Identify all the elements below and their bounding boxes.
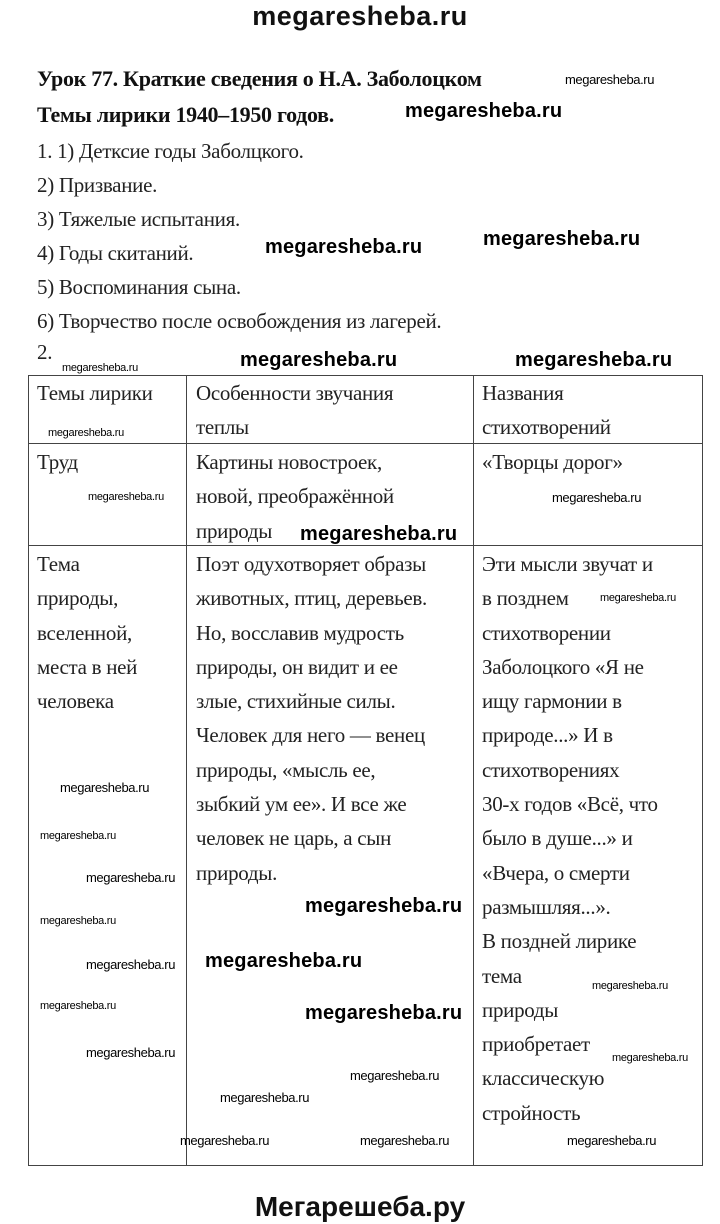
watermark: megaresheba.ru [180,1133,270,1148]
watermark: megaresheba.ru [88,491,164,503]
cell-line: места в ней [37,654,138,679]
cell-line: приобретает [482,1032,590,1057]
cell-line: человека [37,689,114,714]
cell-line: Названия [482,381,564,405]
cell-line: Но, восславив мудрость [196,620,404,645]
cell-line: размышляя...». [482,894,611,919]
cell-line: тема [482,963,522,988]
watermark: megaresheba.ru [40,830,116,842]
cell-line: природы, он видит и ее [196,654,398,679]
table-divider [473,375,474,1166]
cell-line: стихотворении [482,620,611,645]
cell-line: было в душе...» и [482,826,633,851]
watermark: megaresheba.ru [565,72,655,87]
lesson-title: Урок 77. Краткие сведения о Н.А. Заболоцком [37,66,482,91]
cell-line: Поэт одухотворяет образы [196,552,426,576]
watermark: megaresheba.ru [350,1068,440,1083]
footer-brand: Мегарешеба.ру [254,1191,466,1222]
watermark: megaresheba.ru [86,957,176,972]
cell-line: Человек для него — венец [196,723,425,748]
cell-line: 30-х годов «Всё, что [482,792,658,817]
watermark: megaresheba.ru [86,1045,176,1060]
cell-line: природы. [196,860,278,885]
cell-line: Заболоцкого «Я не [482,654,644,679]
list-item: 2) Призвание. [37,173,158,197]
cell-line: природы [482,997,559,1022]
cell-line: природы, «мысль ее, [196,757,376,782]
watermark: megaresheba.ru [483,228,641,250]
cell-line: классическую [482,1066,605,1091]
watermark: megaresheba.ru [592,980,668,992]
cell-line: «Вчера, о смерти [482,860,630,885]
table-divider [186,375,187,1166]
watermark: megaresheba.ru [567,1133,657,1148]
table-cell [37,547,137,718]
table-cell [196,547,427,890]
cell-line: Тема [37,552,80,576]
cell-line: вселенной, [37,620,132,645]
list-item: 3) Тяжелые испытания. [37,207,240,231]
table-header-cell [37,376,153,410]
cell-line: природы [196,518,273,543]
watermark: megaresheba.ru [60,780,150,795]
lesson-subtitle: Темы лирики 1940–1950 годов. [37,102,334,127]
cell-line: Картины новостроек, [196,450,382,474]
cell-line: зыбкий ум ее». И все же [196,792,407,817]
table-header-cell [482,376,611,445]
table-cell [482,547,658,1130]
list-item: 5) Воспоминания сына. [37,275,241,299]
cell-line: стихотворениях [482,757,620,782]
cell-line: В поздней лирике [482,929,637,954]
list-item: 4) Годы скитаний. [37,241,194,265]
watermark: megaresheba.ru [300,523,458,545]
cell-line: природе...» И в [482,723,613,748]
cell-line: стройность [482,1100,581,1125]
watermark: megaresheba.ru [40,1000,116,1012]
watermark: megaresheba.ru [552,490,642,505]
list-item: 1. 1) Детксие годы Заболцкого. [37,139,304,163]
cell-line: природы, [37,586,119,611]
cell-line: Труд [37,450,78,474]
table-header-cell [196,376,393,445]
cell-line: «Творцы дорог» [482,450,623,474]
watermark: megaresheba.ru [240,349,398,371]
watermark: megaresheba.ru [515,349,673,371]
watermark: megaresheba.ru [360,1133,450,1148]
list-item: 6) Творчество после освобождения из лагерей. [37,309,442,333]
watermark: megaresheba.ru [600,592,676,604]
site-header: megaresheba.ru [252,1,468,31]
watermark: megaresheba.ru [305,895,463,917]
cell-line: Темы лирики [37,381,153,405]
watermark: megaresheba.ru [86,870,176,885]
watermark: megaresheba.ru [40,915,116,927]
cell-line: стихотворений [482,415,611,440]
cell-line: человек не царь, а сын [196,826,392,851]
watermark: megaresheba.ru [62,362,138,374]
task2-label: 2. [37,340,53,364]
cell-line: животных, птиц, деревьев. [196,586,427,611]
cell-line: Эти мысли звучат и [482,552,653,576]
cell-line: злые, стихийные силы. [196,689,396,714]
watermark: megaresheba.ru [265,236,423,258]
watermark: megaresheba.ru [48,427,124,439]
watermark: megaresheba.ru [612,1052,688,1064]
watermark: megaresheba.ru [205,950,363,972]
watermark: megaresheba.ru [220,1090,310,1105]
watermark: megaresheba.ru [305,1002,463,1024]
cell-line: ищу гармонии в [482,689,622,714]
table-cell [482,445,623,479]
cell-line: в позднем [482,586,569,611]
cell-line: новой, преображённой [196,484,394,509]
cell-line: теплы [196,415,249,440]
cell-line: Особенности звучания [196,381,394,405]
table-cell [37,445,78,479]
watermark: megaresheba.ru [405,100,563,122]
